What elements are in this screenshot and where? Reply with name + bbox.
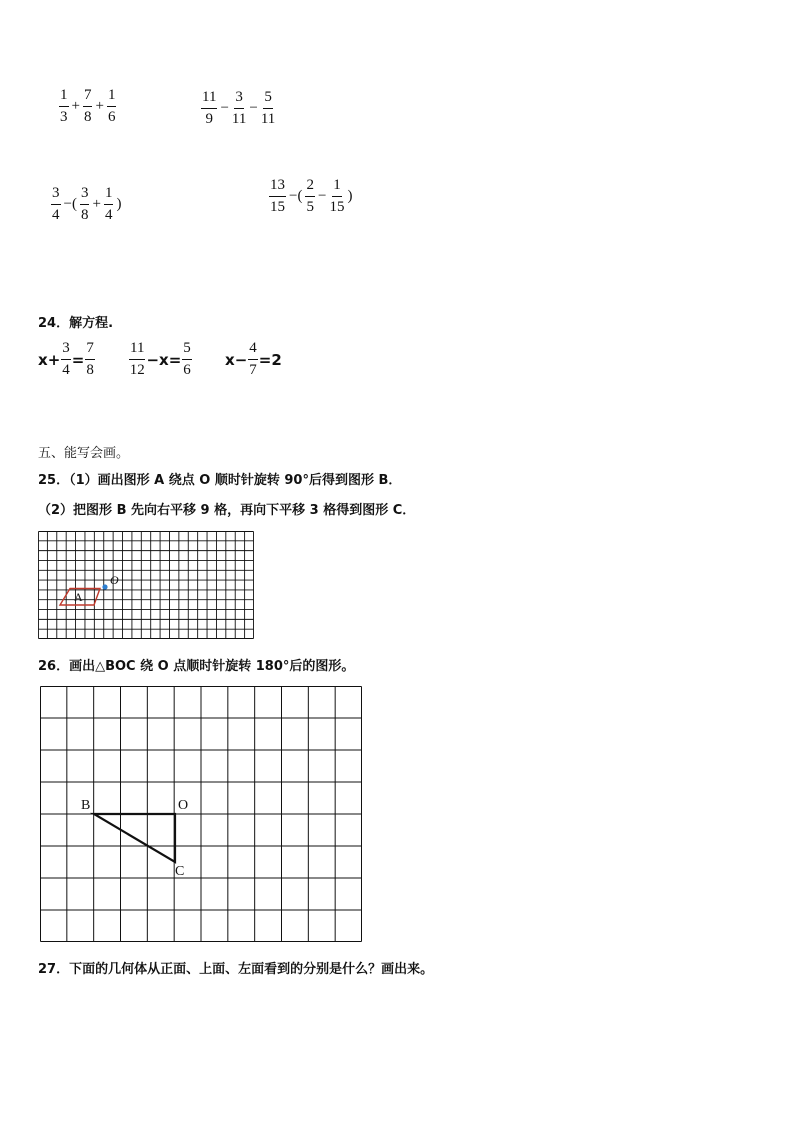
expr-4: $\frac{13}{15}$ −( $\frac{2}{5}$ − $\frac{1}{15}$ ) (270, 177, 353, 215)
fraction: $\frac{11}{9}$ (202, 89, 217, 127)
expr-1: $\frac{1}{3}$ + $\frac{7}{8}$ + $\frac{1}{6}$ (60, 87, 116, 125)
fraction: $\frac{7}{8}$ (86, 340, 94, 378)
fraction: $\frac{2}{5}$ (306, 177, 314, 215)
fraction: $\frac{1}{3}$ (60, 87, 68, 125)
point-o (102, 584, 107, 589)
fraction: $\frac{3}{11}$ (231, 89, 247, 127)
expr-2: $\frac{11}{9}$ − $\frac{3}{11}$ − $\frac{5}{11}$ (202, 89, 276, 127)
q26-grid (40, 686, 362, 942)
q24-title: 24．解方程. (38, 316, 114, 331)
fraction: $\frac{11}{12}$ (129, 340, 145, 378)
label-o: O (110, 573, 119, 587)
label-b: B (81, 798, 91, 813)
expr-3: $\frac{3}{4}$ −( $\frac{3}{8}$ + $\frac{1}{4}$ ) (52, 185, 122, 223)
fraction: $\frac{1}{4}$ (104, 185, 113, 223)
q25-line-1: 25．（1）画出图形 A 绕点 O 顺时针旋转 90°后得到图形 B． (38, 473, 402, 488)
q27-line: 27．下面的几何体从正面、上面、左面看到的分别是什么？画出来。 (38, 962, 434, 977)
q24-equation-2: $\frac{11}{12}$ −x = $\frac{5}{6}$ (129, 340, 191, 378)
fraction: $\frac{3}{8}$ (80, 185, 89, 223)
q25-grid (38, 531, 254, 639)
fraction: $\frac{13}{15}$ (270, 177, 285, 215)
label-c: C (175, 864, 185, 879)
q26-line: 26．画出△BOC 绕 O 点顺时针旋转 180°后的图形。 (38, 659, 355, 674)
fraction: $\frac{5}{11}$ (260, 89, 276, 127)
fraction: $\frac{3}{4}$ (52, 185, 60, 223)
fraction: $\frac{3}{4}$ (62, 340, 70, 378)
fraction: $\frac{1}{6}$ (107, 87, 116, 125)
fraction: $\frac{7}{8}$ (83, 87, 92, 125)
triangle-boc (94, 814, 175, 862)
label-a: A (74, 590, 83, 604)
fraction: $\frac{5}{6}$ (183, 340, 191, 378)
q24-equation-3: x − $\frac{4}{7}$ =2 (225, 340, 282, 378)
section-5-heading: 五、能写会画。 (38, 446, 130, 461)
q24-equation-1: x + $\frac{3}{4}$ = $\frac{7}{8}$ (38, 340, 94, 378)
fraction: $\frac{1}{15}$ (329, 177, 345, 215)
q25-line-2: （2）把图形 B 先向右平移 9 格，再向下平移 3 格得到图形 C． (38, 503, 416, 518)
label-o: O (178, 798, 189, 813)
fraction: $\frac{4}{7}$ (249, 340, 257, 378)
